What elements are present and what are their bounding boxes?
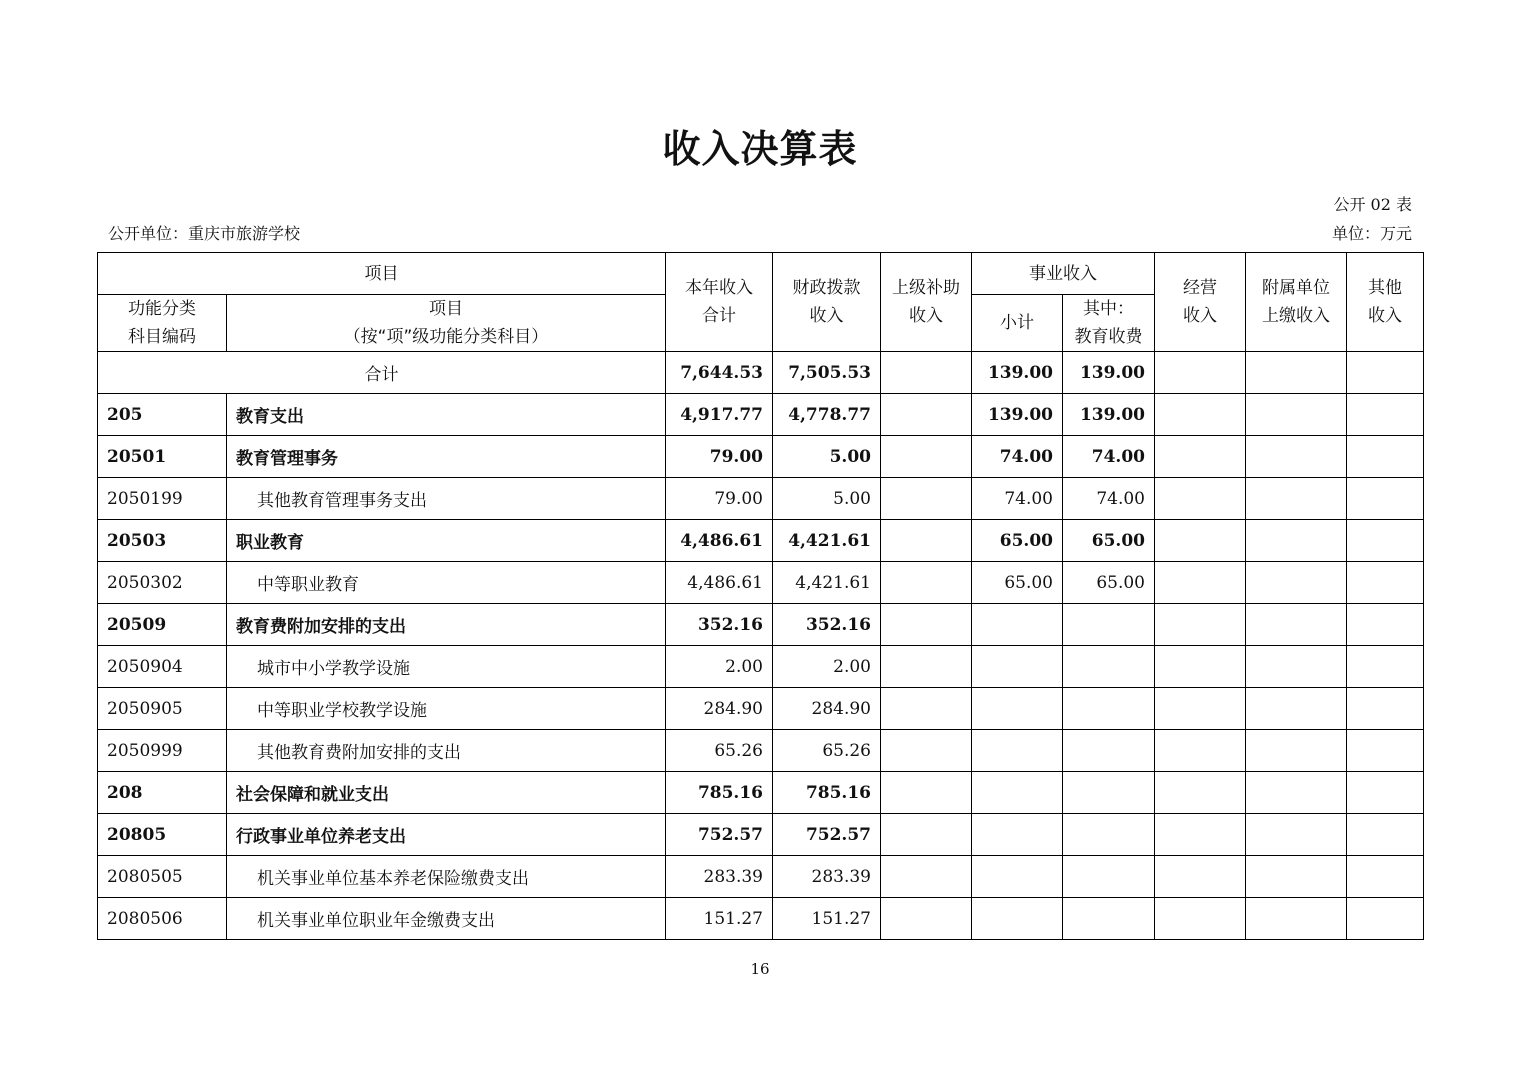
cell-superior	[881, 772, 972, 814]
cell-name: 其他教育管理事务支出	[227, 478, 666, 520]
table-row	[98, 814, 1424, 856]
cell-superior	[881, 562, 972, 604]
cell-name: 城市中小学教学设施	[227, 646, 666, 688]
cell-edu-fee: 139.00	[1063, 352, 1155, 394]
cell-name: 行政事业单位养老支出	[227, 814, 666, 856]
cell-fiscal: 283.39	[773, 856, 881, 898]
cell-subtotal	[972, 772, 1063, 814]
cell-subtotal	[972, 898, 1063, 940]
cell-operation	[1155, 688, 1246, 730]
cell-edu-fee	[1063, 646, 1155, 688]
cell-operation	[1155, 814, 1246, 856]
table-row	[98, 436, 1424, 478]
cell-name: 教育费附加安排的支出	[227, 604, 666, 646]
cell-edu-fee	[1063, 856, 1155, 898]
cell-superior	[881, 478, 972, 520]
table-row	[98, 394, 1424, 436]
cell-edu-fee	[1063, 730, 1155, 772]
header-superior: 上级补助 收入	[881, 253, 972, 352]
cell-fiscal: 5.00	[773, 436, 881, 478]
cell-other	[1347, 352, 1424, 394]
cell-code: 20501	[98, 436, 227, 478]
cell-code: 205	[98, 394, 227, 436]
cell-operation	[1155, 394, 1246, 436]
table-row	[98, 856, 1424, 898]
reporting-unit: 公开单位：重庆市旅游学校	[108, 224, 301, 243]
table-row	[98, 604, 1424, 646]
cell-affiliated	[1246, 856, 1347, 898]
cell-affiliated	[1246, 688, 1347, 730]
cell-affiliated	[1246, 520, 1347, 562]
cell-subtotal: 74.00	[972, 478, 1063, 520]
cell-affiliated	[1246, 478, 1347, 520]
cell-fiscal: 2.00	[773, 646, 881, 688]
cell-other	[1347, 604, 1424, 646]
cell-subtotal: 74.00	[972, 436, 1063, 478]
cell-fiscal: 284.90	[773, 688, 881, 730]
cell-operation	[1155, 898, 1246, 940]
cell-code: 2050904	[98, 646, 227, 688]
cell-total: 752.57	[666, 814, 773, 856]
cell-name: 机关事业单位基本养老保险缴费支出	[227, 856, 666, 898]
cell-total: 7,644.53	[666, 352, 773, 394]
cell-code: 20503	[98, 520, 227, 562]
cell-edu-fee	[1063, 814, 1155, 856]
cell-other	[1347, 478, 1424, 520]
header-subtotal: 小计	[972, 295, 1063, 352]
cell-subtotal	[972, 730, 1063, 772]
page-title: 收入决算表	[662, 127, 858, 171]
cell-operation	[1155, 730, 1246, 772]
cell-subtotal: 65.00	[972, 562, 1063, 604]
cell-fiscal: 4,778.77	[773, 394, 881, 436]
cell-other	[1347, 688, 1424, 730]
cell-fiscal: 4,421.61	[773, 520, 881, 562]
cell-name: 机关事业单位职业年金缴费支出	[227, 898, 666, 940]
header-other: 其他 收入	[1347, 253, 1424, 352]
header-total: 本年收入 合计	[666, 253, 773, 352]
cell-superior	[881, 688, 972, 730]
cell-superior	[881, 856, 972, 898]
cell-edu-fee: 65.00	[1063, 520, 1155, 562]
cell-fiscal: 65.26	[773, 730, 881, 772]
cell-code: 20509	[98, 604, 227, 646]
cell-affiliated	[1246, 604, 1347, 646]
header-fiscal: 财政拨款 收入	[773, 253, 881, 352]
cell-operation	[1155, 520, 1246, 562]
cell-operation	[1155, 478, 1246, 520]
currency-unit: 单位：万元	[1331, 224, 1412, 243]
cell-affiliated	[1246, 646, 1347, 688]
cell-affiliated	[1246, 562, 1347, 604]
table-row	[98, 478, 1424, 520]
cell-operation	[1155, 436, 1246, 478]
cell-other	[1347, 394, 1424, 436]
cell-affiliated	[1246, 730, 1347, 772]
cell-edu-fee: 139.00	[1063, 394, 1155, 436]
table-row	[98, 772, 1424, 814]
cell-operation	[1155, 772, 1246, 814]
cell-edu-fee	[1063, 604, 1155, 646]
cell-total: 2.00	[666, 646, 773, 688]
cell-affiliated	[1246, 898, 1347, 940]
cell-subtotal	[972, 814, 1063, 856]
cell-total: 352.16	[666, 604, 773, 646]
cell-affiliated	[1246, 352, 1347, 394]
total-label: 合计	[98, 352, 666, 394]
cell-total: 4,486.61	[666, 562, 773, 604]
cell-other	[1347, 814, 1424, 856]
cell-superior	[881, 436, 972, 478]
header-edu-fee: 其中： 教育收费	[1063, 295, 1155, 352]
cell-operation	[1155, 604, 1246, 646]
cell-superior	[881, 646, 972, 688]
total-row	[98, 352, 1424, 394]
cell-fiscal: 7,505.53	[773, 352, 881, 394]
table-row	[98, 562, 1424, 604]
table-row	[98, 646, 1424, 688]
cell-affiliated	[1246, 814, 1347, 856]
header-business: 事业收入	[972, 253, 1155, 295]
cell-edu-fee	[1063, 772, 1155, 814]
cell-total: 785.16	[666, 772, 773, 814]
table-number: 公开 02 表	[1333, 195, 1412, 214]
cell-other	[1347, 646, 1424, 688]
cell-name: 其他教育费附加安排的支出	[227, 730, 666, 772]
cell-total: 283.39	[666, 856, 773, 898]
cell-other	[1347, 562, 1424, 604]
cell-subtotal: 65.00	[972, 520, 1063, 562]
cell-code: 2080506	[98, 898, 227, 940]
cell-superior	[881, 394, 972, 436]
cell-other	[1347, 520, 1424, 562]
header-code: 功能分类 科目编码	[98, 295, 227, 352]
cell-fiscal: 5.00	[773, 478, 881, 520]
page-number: 16	[750, 960, 770, 978]
header-operation: 经营 收入	[1155, 253, 1246, 352]
cell-edu-fee: 74.00	[1063, 478, 1155, 520]
cell-other	[1347, 856, 1424, 898]
cell-edu-fee	[1063, 688, 1155, 730]
cell-superior	[881, 604, 972, 646]
cell-subtotal	[972, 688, 1063, 730]
header-name: 项目 （按“项”级功能分类科目）	[227, 295, 666, 352]
table-row	[98, 688, 1424, 730]
cell-superior	[881, 352, 972, 394]
table-row	[98, 520, 1424, 562]
cell-subtotal	[972, 856, 1063, 898]
cell-total: 79.00	[666, 478, 773, 520]
cell-name: 社会保障和就业支出	[227, 772, 666, 814]
cell-fiscal: 352.16	[773, 604, 881, 646]
cell-name: 教育支出	[227, 394, 666, 436]
cell-operation	[1155, 646, 1246, 688]
cell-code: 2050999	[98, 730, 227, 772]
cell-affiliated	[1246, 772, 1347, 814]
cell-code: 20805	[98, 814, 227, 856]
cell-edu-fee: 65.00	[1063, 562, 1155, 604]
header-affiliated: 附属单位 上缴收入	[1246, 253, 1347, 352]
cell-code: 2050302	[98, 562, 227, 604]
cell-superior	[881, 730, 972, 772]
table-row	[98, 730, 1424, 772]
table-row	[98, 898, 1424, 940]
cell-code: 208	[98, 772, 227, 814]
cell-edu-fee: 74.00	[1063, 436, 1155, 478]
cell-total: 284.90	[666, 688, 773, 730]
cell-total: 4,917.77	[666, 394, 773, 436]
cell-name: 中等职业学校教学设施	[227, 688, 666, 730]
cell-code: 2080505	[98, 856, 227, 898]
cell-fiscal: 752.57	[773, 814, 881, 856]
cell-operation	[1155, 352, 1246, 394]
cell-superior	[881, 898, 972, 940]
cell-name: 教育管理事务	[227, 436, 666, 478]
cell-fiscal: 785.16	[773, 772, 881, 814]
cell-other	[1347, 898, 1424, 940]
cell-affiliated	[1246, 394, 1347, 436]
cell-other	[1347, 436, 1424, 478]
cell-total: 151.27	[666, 898, 773, 940]
cell-total: 79.00	[666, 436, 773, 478]
cell-operation	[1155, 562, 1246, 604]
cell-other	[1347, 772, 1424, 814]
cell-affiliated	[1246, 436, 1347, 478]
cell-superior	[881, 520, 972, 562]
cell-name: 中等职业教育	[227, 562, 666, 604]
cell-total: 4,486.61	[666, 520, 773, 562]
cell-other	[1347, 730, 1424, 772]
cell-total: 65.26	[666, 730, 773, 772]
income-settlement-table	[97, 252, 1424, 940]
cell-subtotal	[972, 604, 1063, 646]
cell-subtotal: 139.00	[972, 352, 1063, 394]
cell-edu-fee	[1063, 898, 1155, 940]
cell-code: 2050905	[98, 688, 227, 730]
cell-subtotal	[972, 646, 1063, 688]
cell-operation	[1155, 856, 1246, 898]
cell-subtotal: 139.00	[972, 394, 1063, 436]
header-project: 项目	[98, 253, 666, 295]
cell-superior	[881, 814, 972, 856]
cell-fiscal: 4,421.61	[773, 562, 881, 604]
cell-code: 2050199	[98, 478, 227, 520]
cell-fiscal: 151.27	[773, 898, 881, 940]
cell-name: 职业教育	[227, 520, 666, 562]
